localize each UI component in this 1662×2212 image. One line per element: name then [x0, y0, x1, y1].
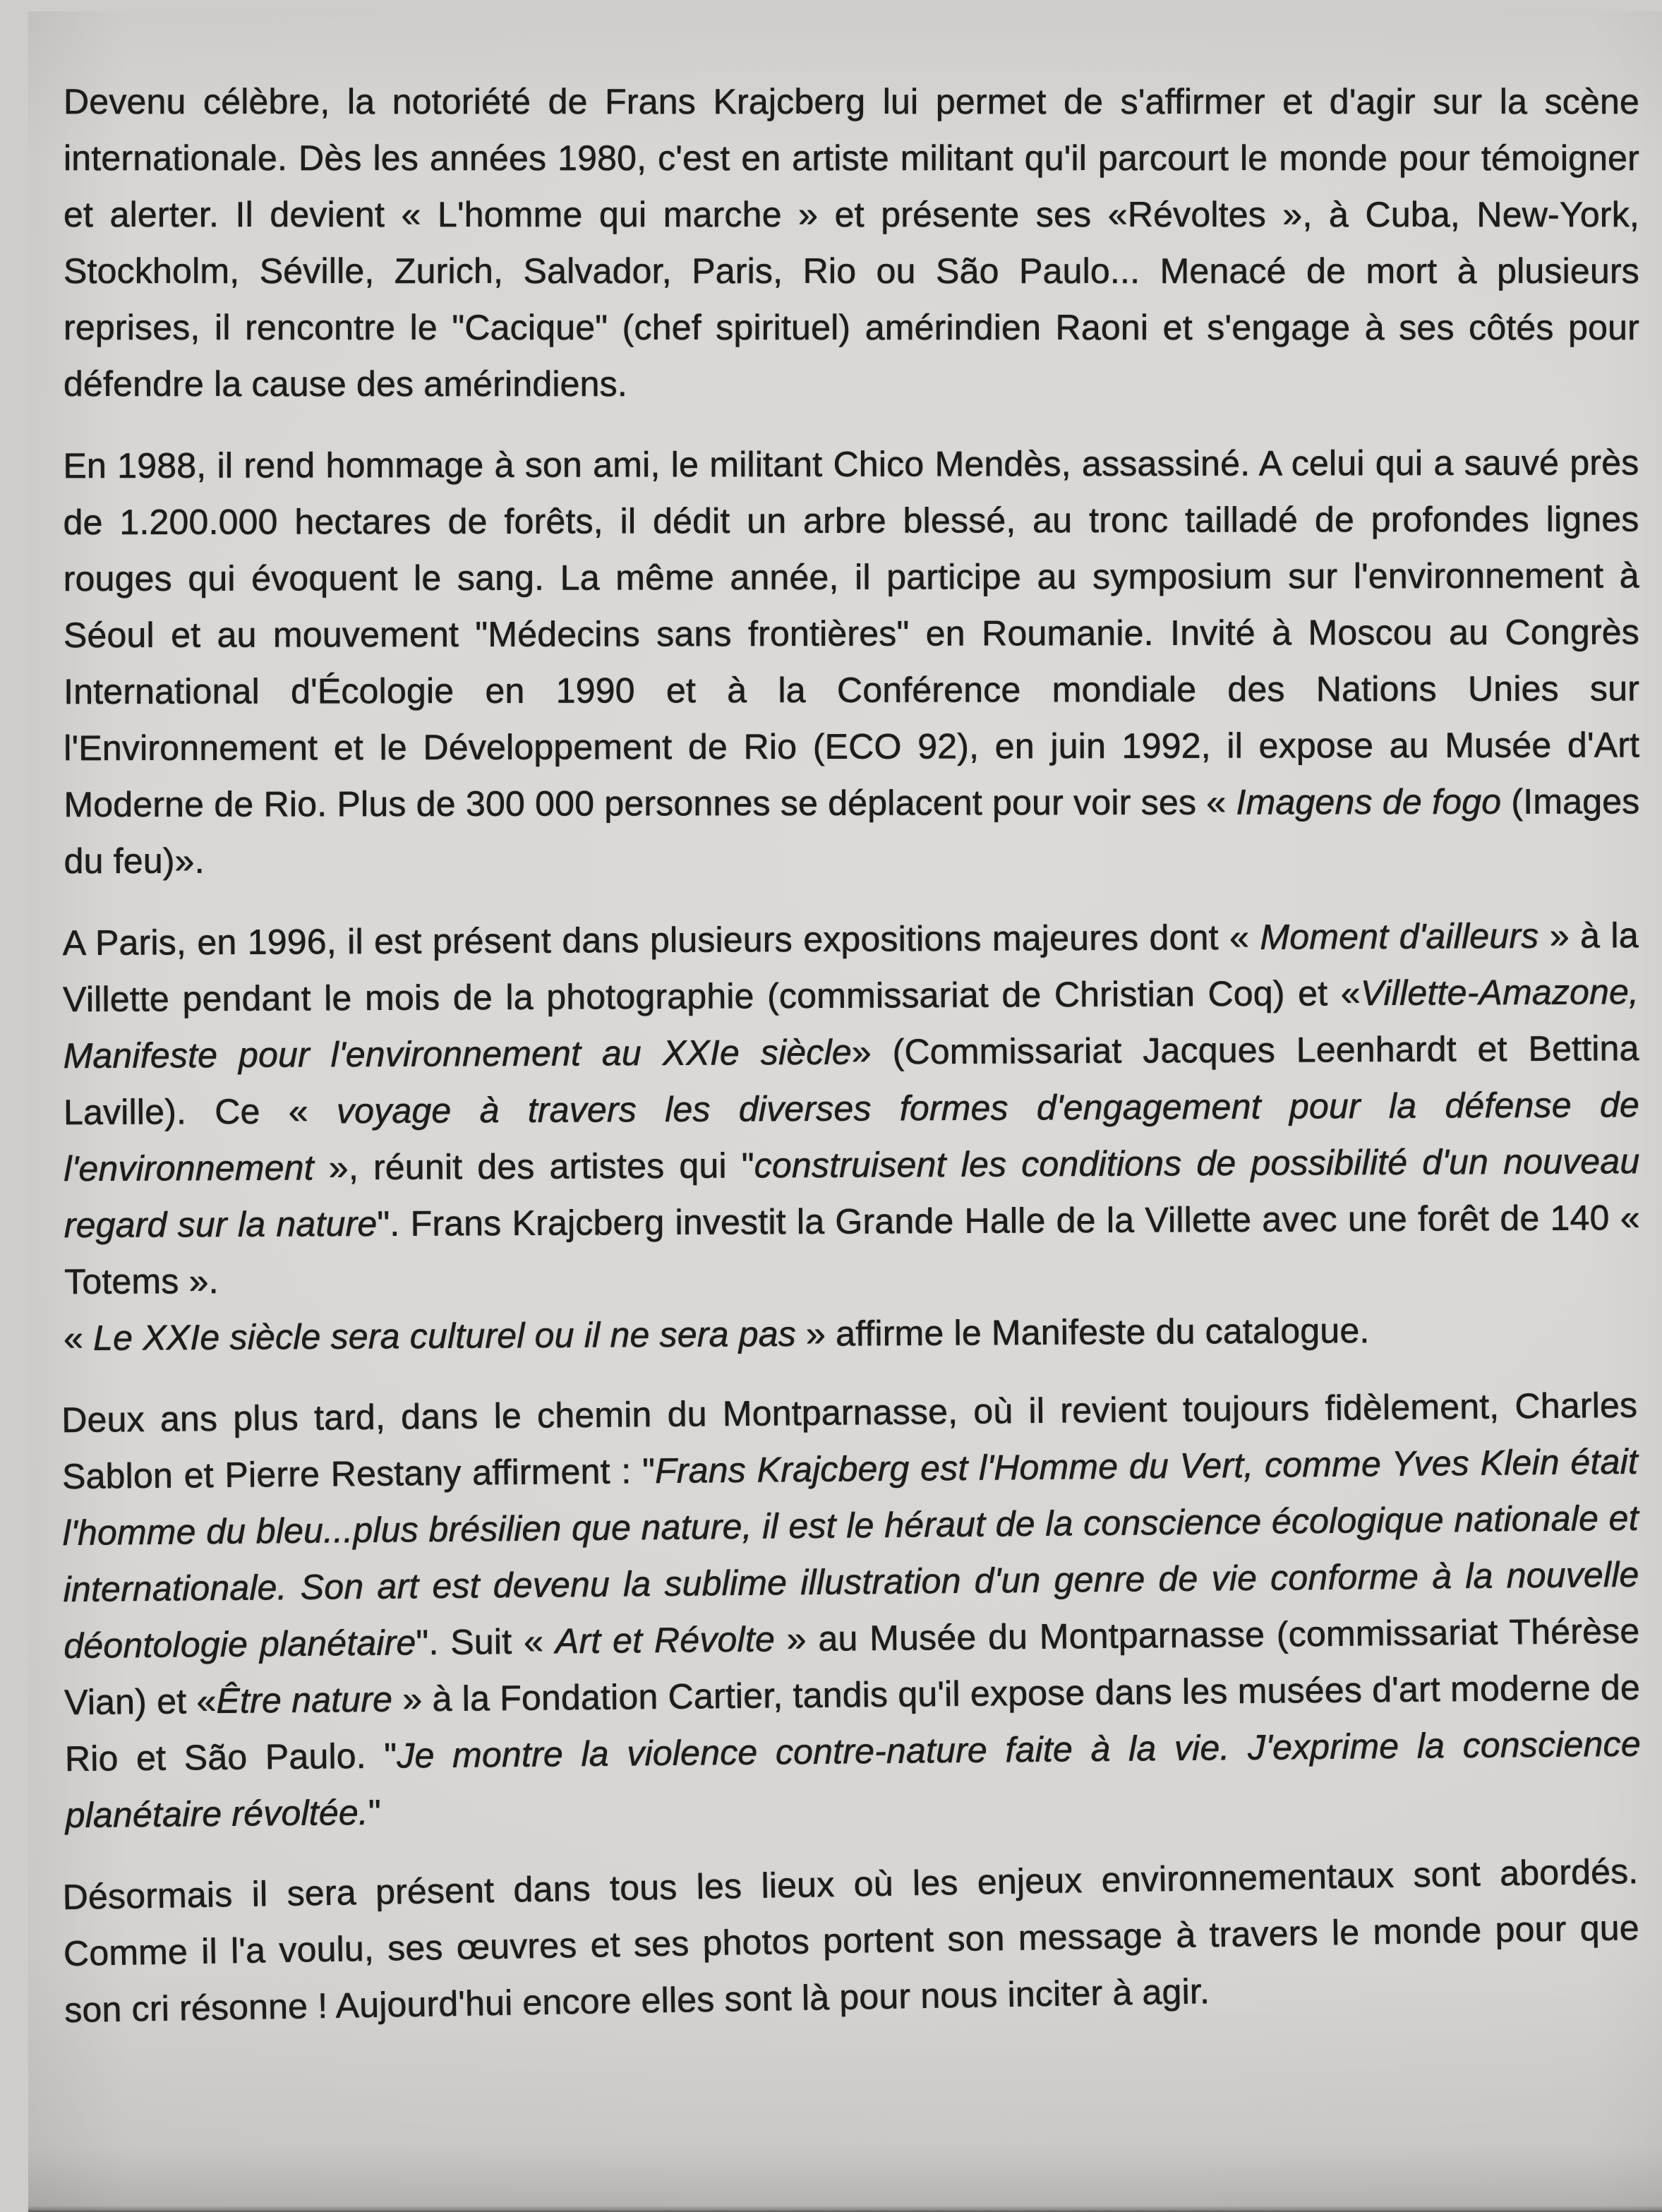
italic-text-run: Je montre la violence contre-nature faite à la vie. J'exprime la conscience planétaire révoltée.	[65, 1724, 1642, 1835]
italic-text-run: construisent les conditions de possibilité d'un nouveau regard sur la nature	[64, 1141, 1640, 1245]
paragraph-2	[63, 434, 1639, 889]
text-run: », réunit des artistes qui "	[313, 1146, 754, 1188]
article-text	[28, 11, 1662, 2038]
paragraph-6	[62, 1843, 1641, 2038]
text-run: «	[63, 1318, 94, 1358]
italic-text-run: Être nature	[216, 1679, 393, 1721]
paragraph-3	[63, 907, 1641, 1310]
text-run: » affirme le Manifeste du catalogue.	[795, 1311, 1370, 1354]
paragraph-4	[64, 1301, 1639, 1366]
text-run: ". Frans Krajcberg investit la Grande Halle de la Villette avec une forêt de 140 « Totems ».	[64, 1198, 1640, 1302]
text-run: A Paris, en 1996, il est présent dans plusieurs expositions majeures dont «	[62, 917, 1260, 963]
paragraph-5	[61, 1377, 1642, 1844]
text-run: » (Commissariat Jacques Leenhardt et Bettina Laville). Ce «	[63, 1028, 1639, 1132]
italic-text-run: Le XXIe siècle sera culturel ou il ne sera pas	[92, 1314, 797, 1358]
italic-text-run: Moment d'ailleurs	[1260, 915, 1539, 957]
text-run: » à la Fondation Cartier, tandis qu'il expose dans les musées d'art moderne de Rio et São Paulo. "	[64, 1667, 1641, 1779]
text-run: Deux ans plus tard, dans le chemin du Montparnasse, où il revient toujours fidèlement, Charles Sablon et Pierre Restany affirment : "	[61, 1385, 1638, 1497]
text-run: » à la Villette pendant le mois de la photographie (commissariat de Christian Coq) et «	[63, 915, 1639, 1020]
text-run: En 1988, il rend hommage à son ami, le militant Chico Mendès, assassiné. A celui qui a sauvé près de 1.200.000 hectares de forêts, il dédit un arbre blessé, au tronc tailladé de profondes lignes rouges qui évoquent le sang. La même année, il participe au symposium sur l'environnement à Séoul et au mouvement "Médecins sans frontières" en Roumanie. Invité à Moscou au Congrès International d'Écologie en 1990 et à la Conférence mondiale des Nations Unies sur l'Environnement et le Développement de Rio (ECO 92), en juin 1992, il expose au Musée d'Art Moderne de Rio. Plus de 300 000 personnes se déplacent pour voir ses «	[63, 443, 1640, 824]
italic-text-run: Imagens de fogo	[1236, 781, 1502, 822]
text-run: ". Suit «	[416, 1621, 556, 1663]
italic-text-run: Villette-Amazone, Manifeste pour l'environnement au XXIe siècle	[63, 972, 1639, 1076]
text-run: (Images du feu)».	[64, 781, 1640, 881]
text-run: Devenu célèbre, la notoriété de Frans Krajcberg lui permet de s'affirmer et d'agir sur la scène internationale. Dès les années 1980, c'est en artiste militant qu'il parcourt le monde pour témoigner et alerter. Il devient « L'homme qui marche » et présente ses «Révoltes », à Cuba, New-York, Stockholm, Séville, Zurich, Salvador, Paris, Rio ou São Paulo... Menacé de mort à plusieurs reprises, il rencontre le "Cacique" (chef spirituel) amérindien Raoni et s'engage à ses côtés pour défendre la cause des amérindiens.	[64, 82, 1639, 404]
text-run: "	[368, 1792, 382, 1832]
italic-text-run: Art et Révolte	[555, 1619, 776, 1661]
italic-text-run: Frans Krajcberg est l'Homme du Vert, comme Yves Klein était l'homme du bleu...plus brésilien que nature, il est le héraut de la conscience écologique nationale et internationale. Son art est devenu la sublime illustration d'un genre de vie conforme à la nouvelle déontologie planétaire	[62, 1441, 1639, 1666]
italic-text-run: voyage à travers les diverses formes d'engagement pour la défense de l'environnement	[64, 1085, 1640, 1189]
paragraph-1	[64, 73, 1639, 412]
text-run: Désormais il sera présent dans tous les lieux où les enjeux environnementaux sont abordés. Comme il l'a voulu, ses œuvres et ses photos portent son message à travers le monde pour que son cri résonne ! Aujourd'hui encore elles sont là pour nous inciter à agir.	[62, 1851, 1640, 2030]
photographed-text-panel	[28, 11, 1662, 2212]
text-run: » au Musée du Montparnasse (commissariat Thérèse Vian) et «	[64, 1611, 1640, 1722]
